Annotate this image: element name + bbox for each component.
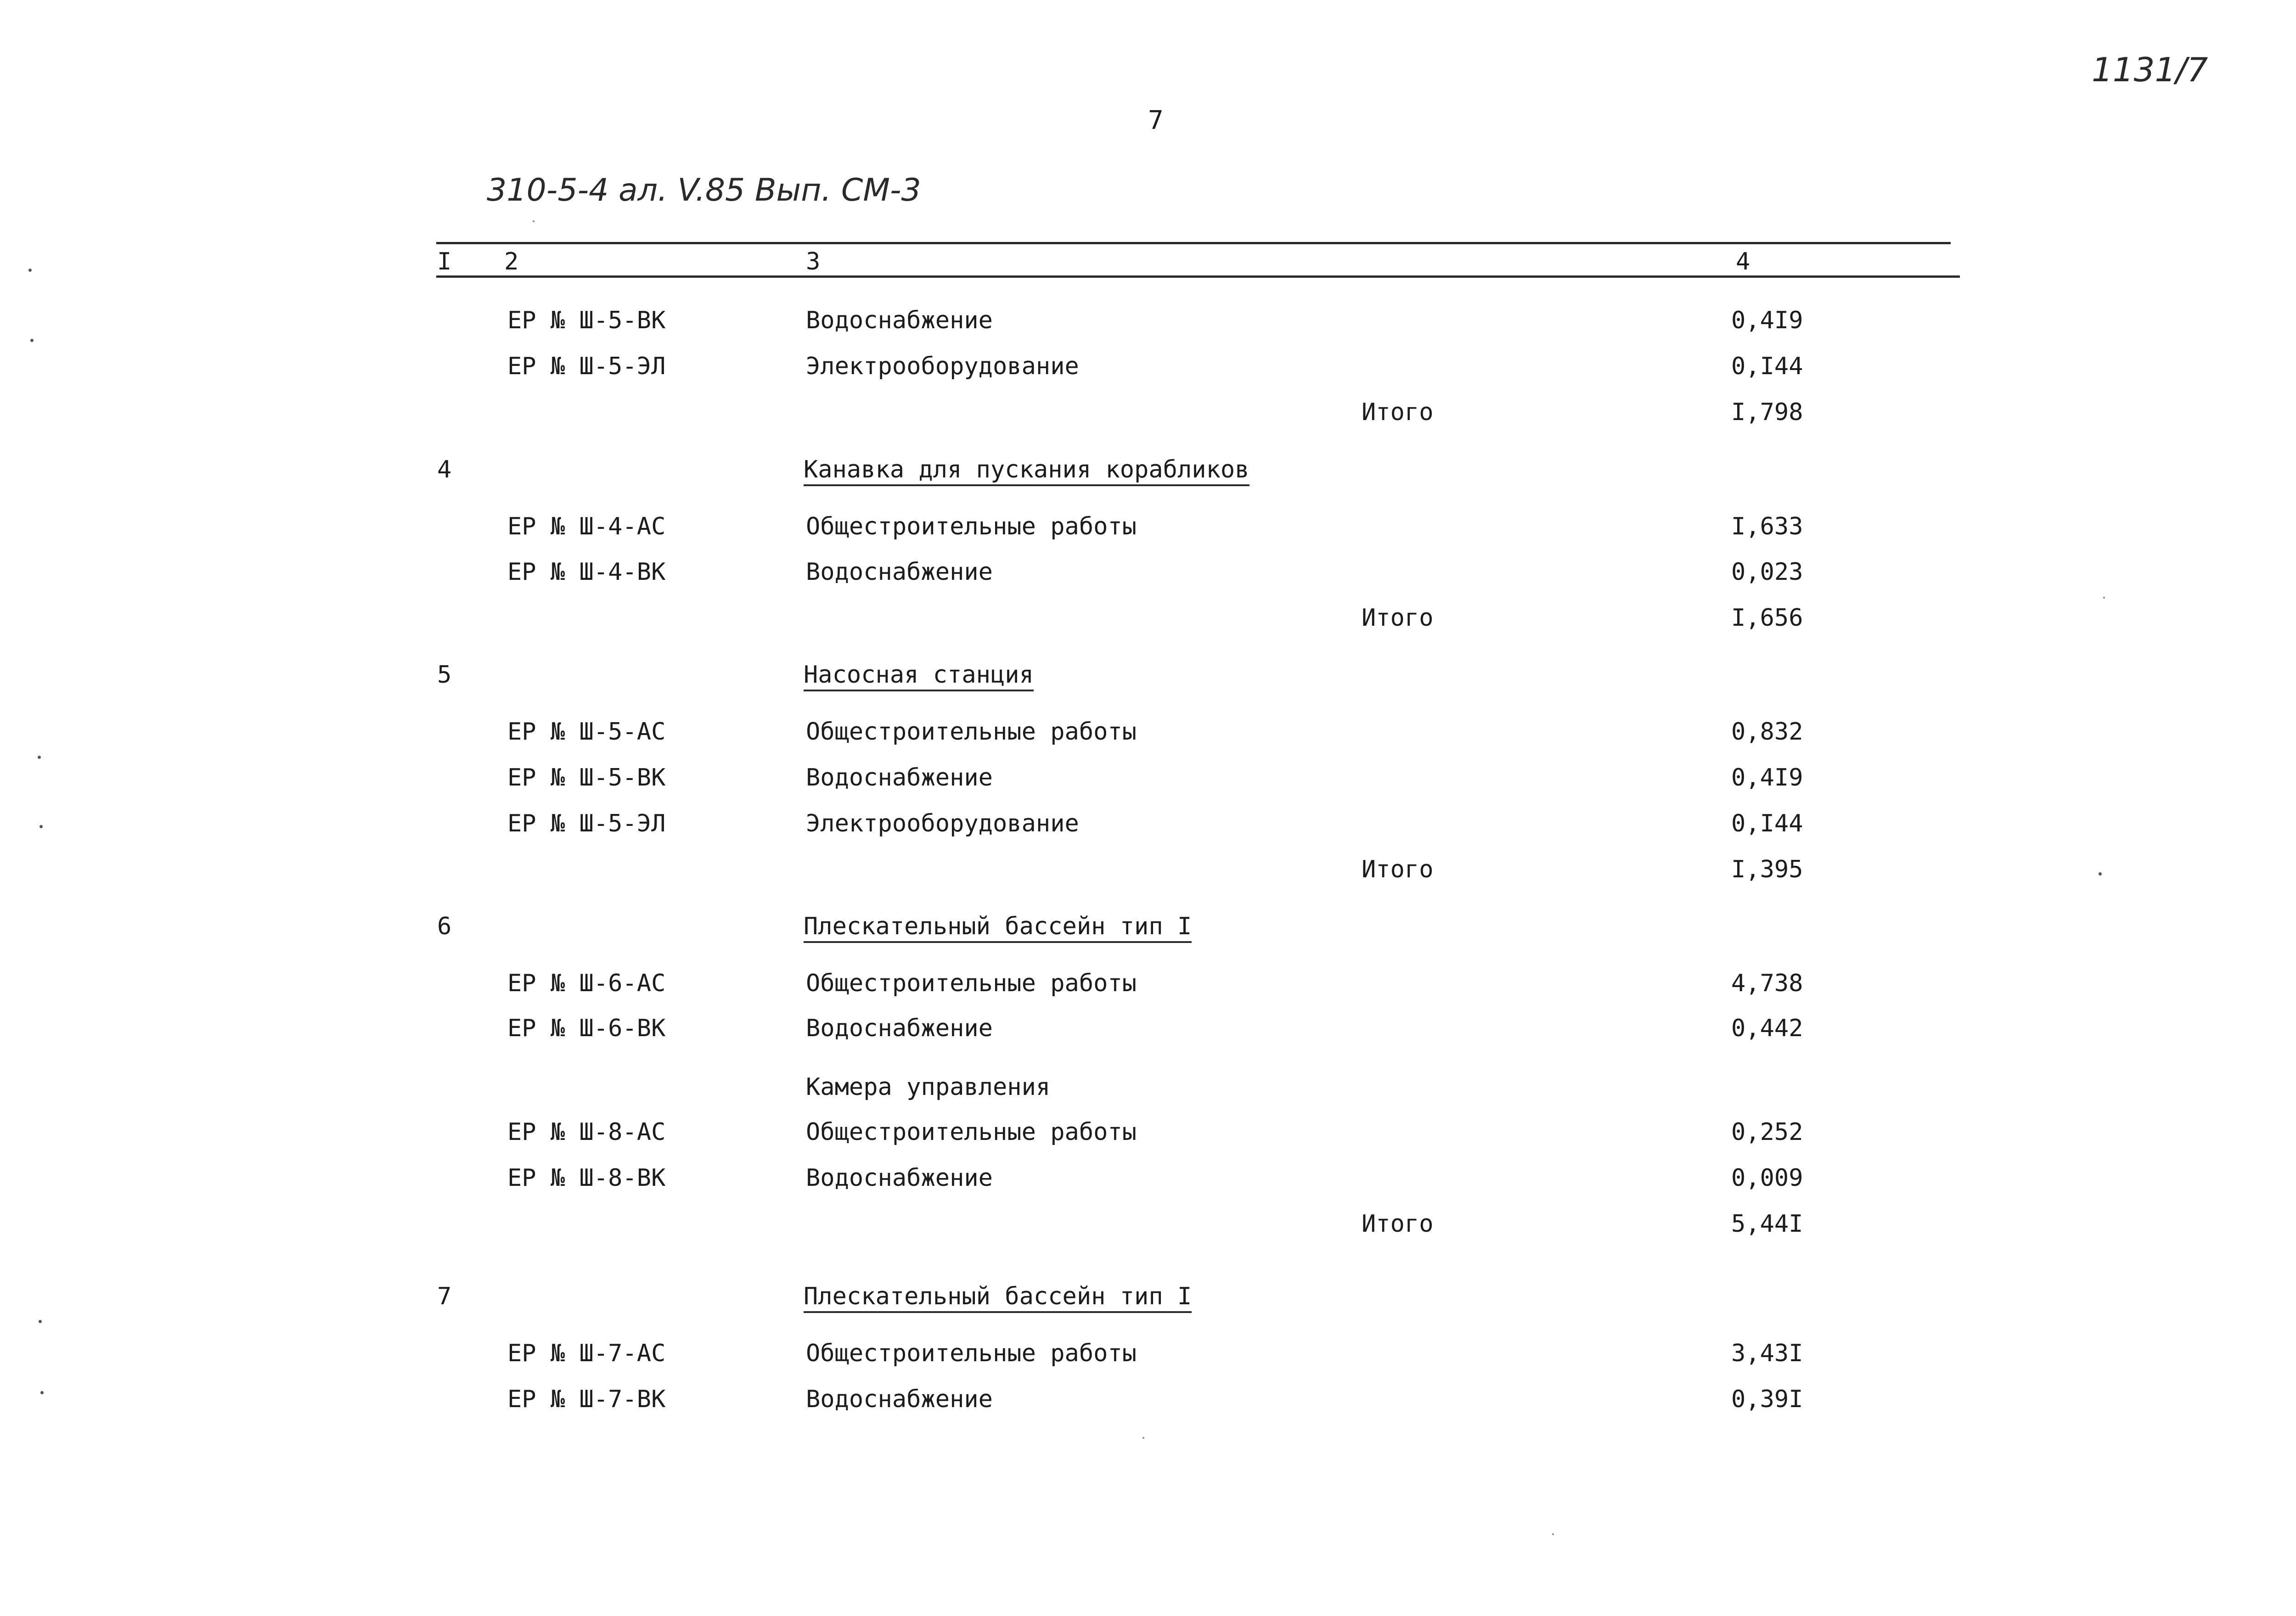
value-cell: 0,4I9 (1731, 307, 1803, 334)
section-number: 5 (437, 661, 452, 689)
value-cell: 0,252 (1731, 1118, 1803, 1146)
scan-speck (28, 269, 32, 272)
value-cell: 0,I44 (1731, 810, 1803, 837)
scan-speck (30, 339, 34, 342)
table-top-rule (436, 242, 1951, 244)
document-code-cell: ЕР № Ш-5-АС (507, 718, 666, 746)
value-cell: 0,009 (1731, 1164, 1803, 1192)
value-cell: 0,I44 (1731, 353, 1803, 380)
scan-speck (2099, 872, 2102, 875)
value-cell: I,798 (1731, 398, 1803, 426)
value-cell: 0,442 (1731, 1015, 1803, 1042)
work-name-cell: Водоснабжение (806, 307, 993, 334)
value-cell: I,633 (1731, 513, 1803, 540)
value-cell: 0,39I (1731, 1386, 1803, 1413)
scan-speck (2103, 597, 2105, 599)
value-cell: I,656 (1731, 604, 1803, 632)
work-name-cell: Водоснабжение (806, 1164, 993, 1192)
section-title: Плескательный бассейн тип I (804, 913, 1192, 943)
total-label: Итого (1362, 398, 1434, 426)
page-number: 7 (1148, 106, 1164, 135)
corner-annotation: 1131/7 (2092, 50, 2208, 89)
document-code-cell: ЕР № Ш-4-АС (507, 513, 666, 540)
document-code-cell: ЕР № Ш-6-АС (507, 970, 666, 997)
column-header-1: I (437, 248, 452, 275)
document-code-cell: ЕР № Ш-5-ЭЛ (507, 810, 666, 837)
scan-speck (40, 1391, 44, 1394)
work-name-cell: Камера управления (806, 1073, 1051, 1101)
column-header-4: 4 (1736, 248, 1750, 275)
value-cell: 5,44I (1731, 1210, 1803, 1238)
section-title: Плескательный бассейн тип I (804, 1283, 1192, 1313)
work-name-cell: Общестроительные работы (806, 970, 1137, 997)
work-name-cell: Общестроительные работы (806, 1118, 1137, 1146)
work-name-cell: Общестроительные работы (806, 513, 1137, 540)
value-cell: 0,4I9 (1731, 764, 1803, 791)
scan-speck (39, 825, 43, 828)
work-name-cell: Электрооборудование (806, 353, 1079, 380)
document-code-cell: ЕР № Ш-5-ЭЛ (507, 353, 666, 380)
scan-speck (38, 756, 41, 759)
value-cell: I,395 (1731, 856, 1803, 883)
document-code-cell: ЕР № Ш-7-ВК (507, 1386, 666, 1413)
total-label: Итого (1362, 1210, 1434, 1238)
document-code-cell: ЕР № Ш-6-ВК (507, 1015, 666, 1042)
work-name-cell: Водоснабжение (806, 1015, 993, 1042)
document-code-cell: ЕР № Ш-5-ВК (507, 307, 666, 334)
document-code-cell: ЕР № Ш-7-АС (507, 1340, 666, 1367)
table-header-rule (436, 275, 1960, 278)
value-cell: 3,43I (1731, 1340, 1803, 1367)
document-code-cell: ЕР № Ш-4-ВК (507, 558, 666, 586)
section-title: Канавка для пускания корабликов (804, 456, 1249, 486)
scan-speck (533, 220, 535, 222)
section-number: 7 (437, 1283, 452, 1310)
section-title: Насосная станция (804, 661, 1034, 691)
work-name-cell: Общестроительные работы (806, 718, 1137, 746)
scan-speck (1552, 1533, 1554, 1535)
section-number: 4 (437, 456, 452, 483)
value-cell: 0,832 (1731, 718, 1803, 746)
work-name-cell: Общестроительные работы (806, 1340, 1137, 1367)
document-code-cell: ЕР № Ш-8-АС (507, 1118, 666, 1146)
scan-speck (1142, 1437, 1144, 1439)
column-header-2: 2 (504, 248, 519, 275)
work-name-cell: Водоснабжение (806, 764, 993, 791)
column-header-3: 3 (806, 248, 821, 275)
document-code: 310-5-4 ал. V.85 Вып. СМ-3 (487, 172, 921, 208)
total-label: Итого (1362, 856, 1434, 883)
section-number: 6 (437, 913, 452, 940)
document-code-cell: ЕР № Ш-5-ВК (507, 764, 666, 791)
scan-speck (39, 1320, 42, 1323)
total-label: Итого (1362, 604, 1434, 632)
work-name-cell: Водоснабжение (806, 558, 993, 586)
value-cell: 4,738 (1731, 970, 1803, 997)
value-cell: 0,023 (1731, 558, 1803, 586)
work-name-cell: Электрооборудование (806, 810, 1079, 837)
document-code-cell: ЕР № Ш-8-ВК (507, 1164, 666, 1192)
work-name-cell: Водоснабжение (806, 1386, 993, 1413)
